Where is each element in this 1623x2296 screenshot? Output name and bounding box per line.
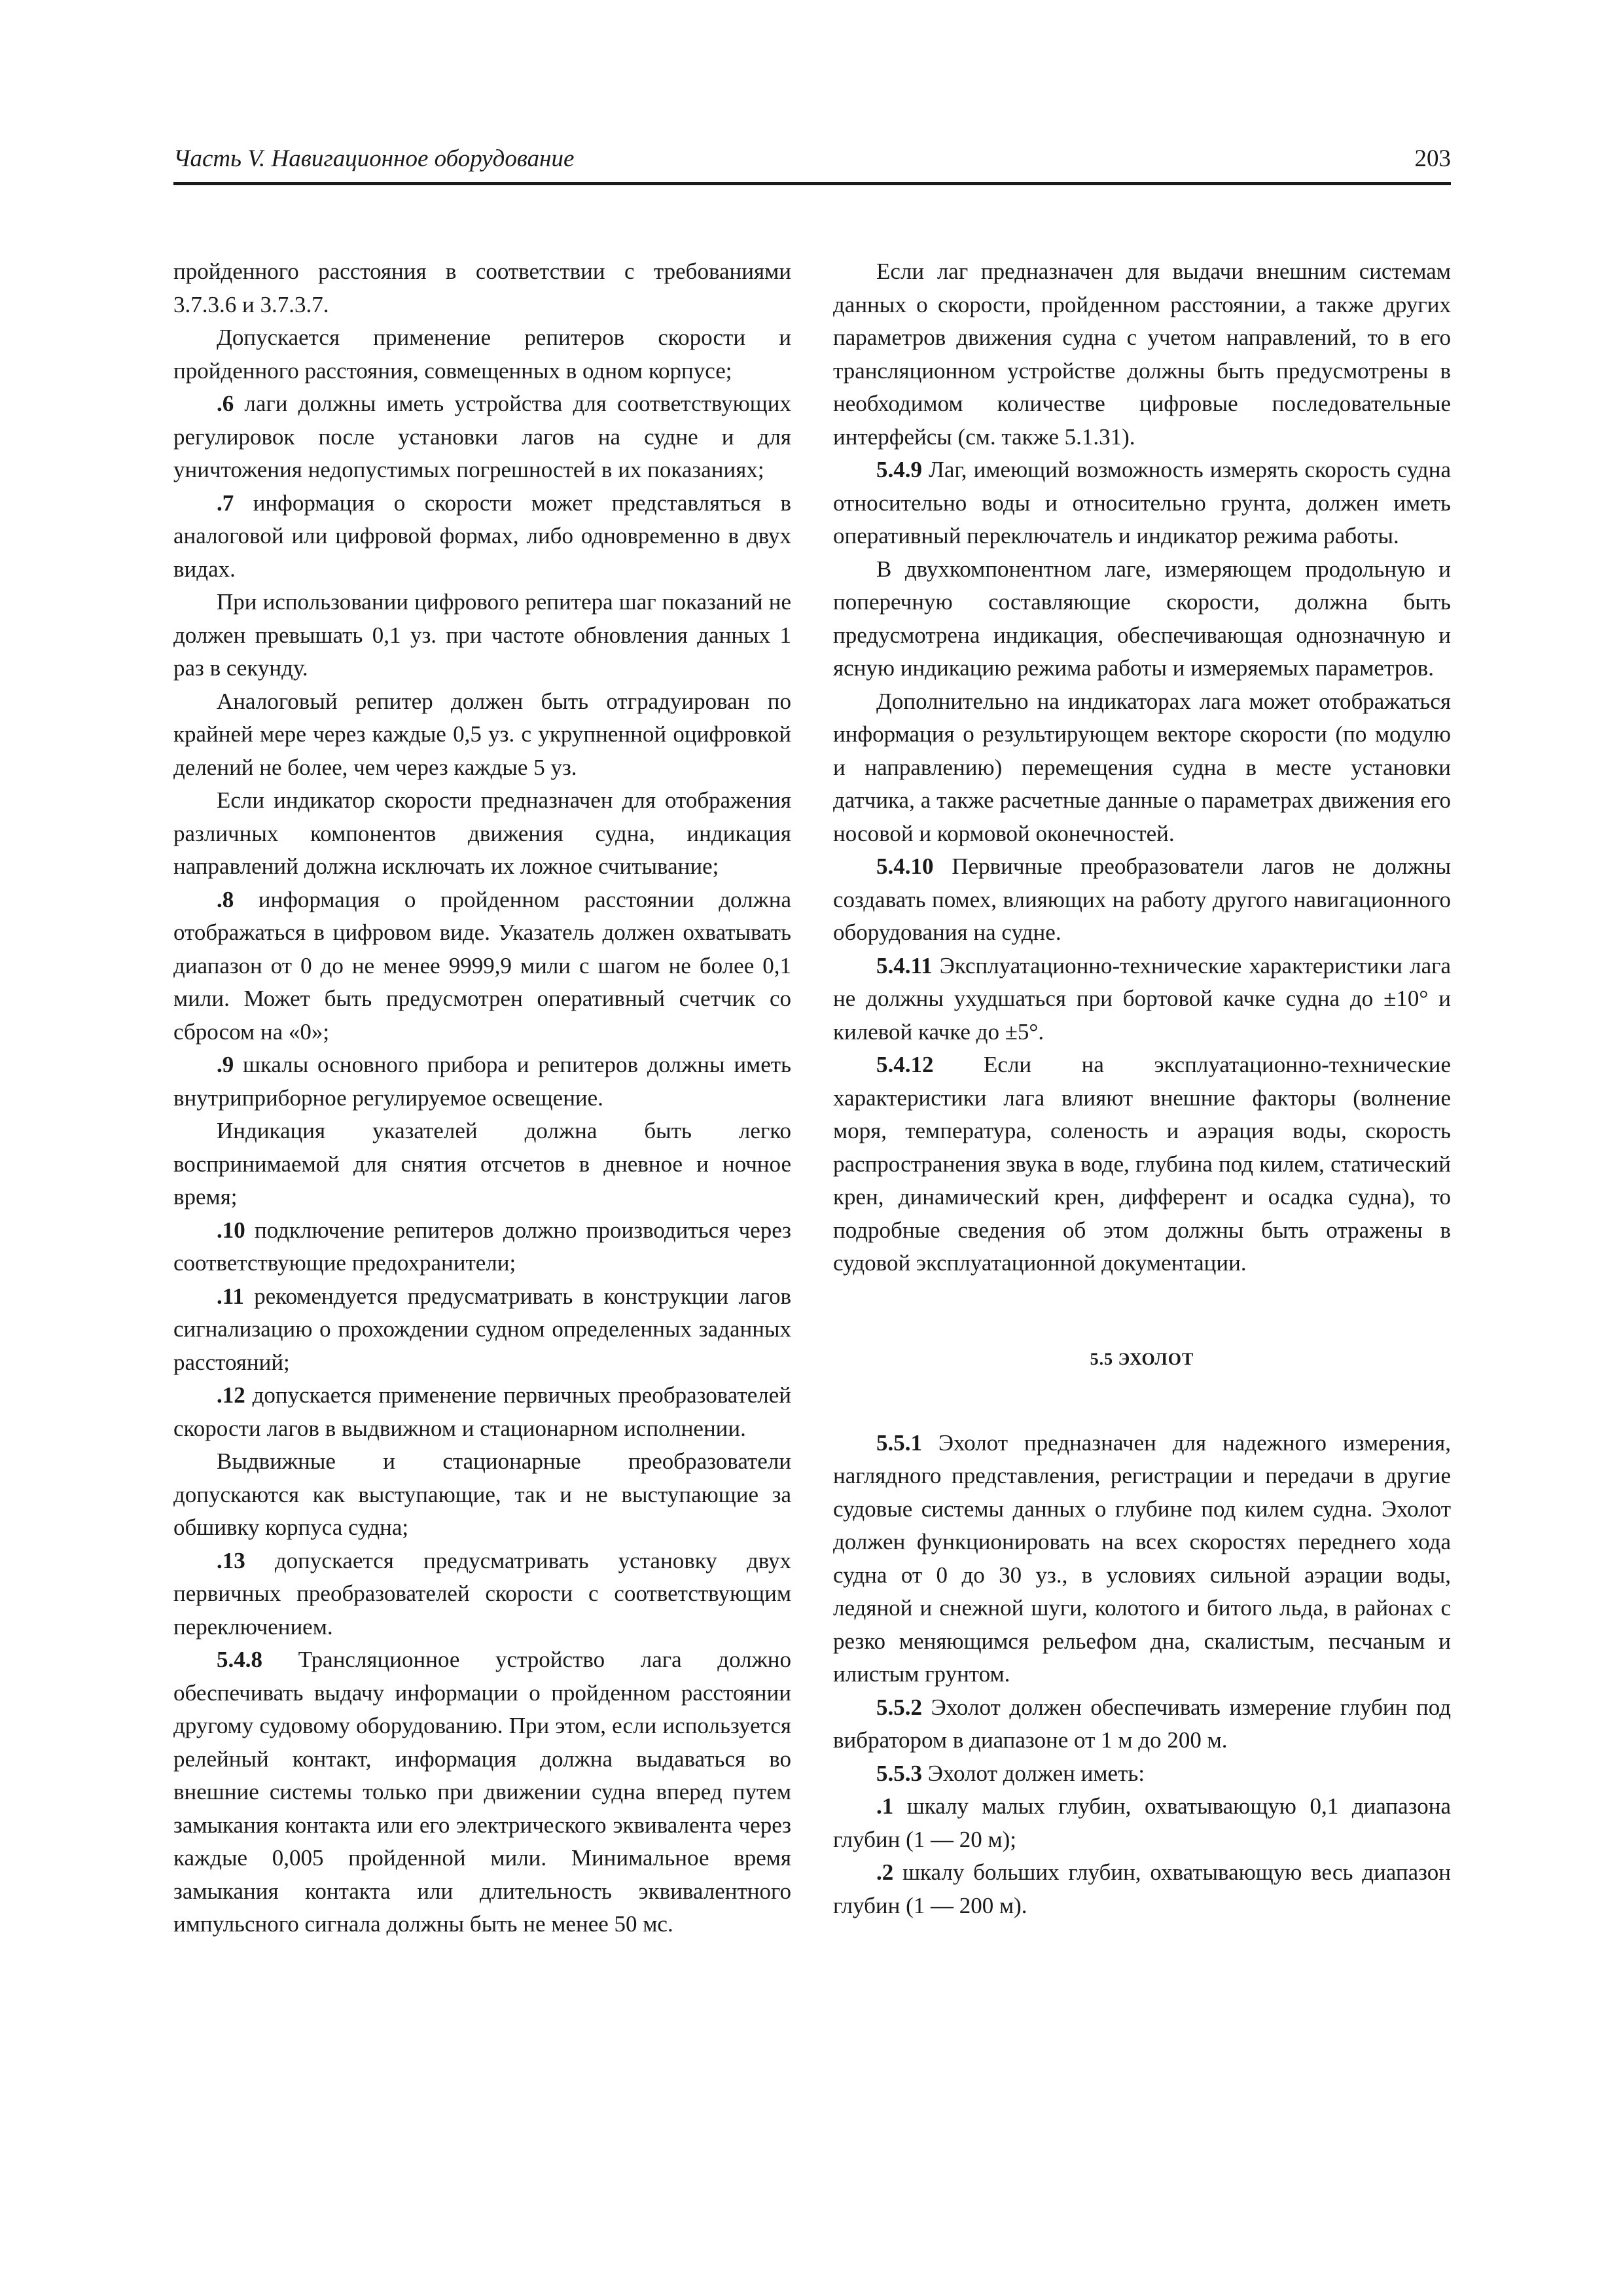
section-heading: 5.5 ЭХОЛОТ [1090,1349,1194,1369]
paragraph: .1 шкалу малых глубин, охватывающую 0,1 диапазона глубин (1 — 20 м); [833,1793,1451,1852]
paragraph: Аналоговый репитер должен быть отградуирован по крайней мере через каждые 0,5 уз. с укрупненной оцифровкой делений не более, чем через каждые 5 уз. [173,688,791,780]
paragraph: 5.5.2 Эхолот должен обеспечивать измерение глубин под вибратором в диапазоне от 1 м до 200 м. [833,1694,1451,1753]
paragraph: При использовании цифрового репитера шаг показаний не должен превышать 0,1 уз. при частоте обновления данных 1 раз в секунду. [173,589,791,681]
paragraph: пройденного расстояния в соответствии с требованиями 3.7.3.6 и 3.7.3.7. [173,259,791,317]
page-number: 203 [1414,145,1451,172]
page-header [173,143,1451,185]
paragraph: Дополнительно на индикаторах лага может отображаться информация о результирующем векторе скорости (по модулю и направлению) перемещения судна в месте установки датчика, а также расчетные данные о параметрах движения его носовой и кормовой оконечностей. [833,688,1451,846]
paragraph: .12 допускается применение первичных преобразователей скорости лагов в выдвижном и стационарном исполнении. [173,1382,791,1441]
paragraph: 5.4.12 Если на эксплуатационно-технические характеристики лага влияют внешние факторы (волнение моря, температура, соленость и аэрация воды, скорость распространения звука в воде, глубина под килем, статический крен, динамический крен, дифферент и осадка судна), то подробные сведения об этом должны быть отражены в судовой эксплуатационной документации. [833,1052,1451,1276]
left-column [173,255,791,1941]
paragraph: Выдвижные и стационарные преобразователи допускаются как выступающие, так и не выступающие за обшивку корпуса судна; [173,1448,791,1540]
paragraph: 5.5.1 Эхолот предназначен для надежного измерения, наглядного представления, регистрации и передачи в другие судовые системы данных о глубине под килем судна. Эхолот должен функционировать на всех скоростях переднего хода судна от 0 до 30 уз., в условиях сильной аэрации воды, ледяной и снежной шуги, колотого и битого льда, в районах с резко меняющимся рельефом дна, скалистым, песчаным и илистым грунтом. [833,1429,1451,1687]
running-title: Часть V. Навигационное оборудование [173,145,575,172]
paragraph: Допускается применение репитеров скорости и пройденного расстояния, совмещенных в одном корпусе; [173,325,791,384]
paragraph: 5.4.10 Первичные преобразователи лагов не должны создавать помех, влияющих на работу другого навигационного оборудования на судне. [833,853,1451,945]
paragraph: 5.4.11 Эксплуатационно-технические характеристики лага не должны ухудшаться при бортовой качке судна до ±10° и килевой качке до ±5°. [833,952,1451,1045]
paragraph: 5.5.3 Эхолот должен иметь: [876,1760,1145,1786]
paragraph: .13 допускается предусматривать установку двух первичных преобразователей скорости с соответствующим переключением. [173,1547,791,1640]
paragraph: 5.4.9 Лаг, имеющий возможность измерять скорость судна относительно воды и относительно грунта, должен иметь оперативный переключатель и индикатор режима работы. [833,457,1451,548]
right-column [833,255,1451,1922]
paragraph: Если индикатор скорости предназначен для отображения различных компонентов движения судна, индикация направлений должна исключать их ложное считывание; [173,787,791,879]
paragraph: В двухкомпонентном лаге, измеряющем продольную и поперечную составляющие скорости, должна быть предусмотрена индикация, обеспечивающая однозначную и ясную индикацию режима работы и измеряемых параметров. [833,556,1451,681]
paragraph: Если лаг предназначен для выдачи внешним системам данных о скорости, пройденном расстоянии, а также других параметров движения судна с учетом направлений, то в его трансляционном устройстве должны быть предусмотрены в необходимом количестве цифровые последовательные интерфейсы (см. также 5.1.31). [833,259,1451,450]
paragraph: .11 рекомендуется предусматривать в конструкции лагов сигнализацию о прохождении судном определенных заданных расстояний; [173,1283,791,1375]
paragraph: Индикация указателей должна быть легко воспринимаемой для снятия отсчетов в дневное и ночное время; [173,1118,791,1210]
paragraph: .10 подключение репитеров должно производиться через соответствующие предохранители; [173,1217,791,1276]
paragraph: .9 шкалы основного прибора и репитеров должны иметь внутриприборное регулируемое освещение. [173,1052,791,1111]
paragraph: .2 шкалу больших глубин, охватывающую весь диапазон глубин (1 — 200 м). [833,1859,1451,1918]
paragraph: 5.4.8 Трансляционное устройство лага должно обеспечивать выдачу информации о пройденном расстоянии другому судовому оборудованию. При этом, если используется релейный контакт, информация должна выдаваться во внешние системы только при движении судна вперед путем замыкания контакта или его электрического эквивалента через каждые 0,005 пройденной мили. Минимальное время замыкания контакта или длительность эквивалентного импульсного сигнала должны быть не менее 50 мс. [173,1647,791,1937]
paragraph: .6 лаги должны иметь устройства для соответствующих регулировок после установки лагов на судне и для уничтожения недопустимых погрешностей в их показаниях; [173,391,791,482]
paragraph: .8 информация о пройденном расстоянии должна отображаться в цифровом виде. Указатель должен охватывать диапазон от 0 до не менее 9999,9 мили с шагом не более 0,1 мили. Может быть предусмотрен оперативный счетчик со сбросом на «0»; [173,886,791,1045]
paragraph: .7 информация о скорости может представляться в аналоговой или цифровой формах, либо одновременно в двух видах. [173,490,791,582]
